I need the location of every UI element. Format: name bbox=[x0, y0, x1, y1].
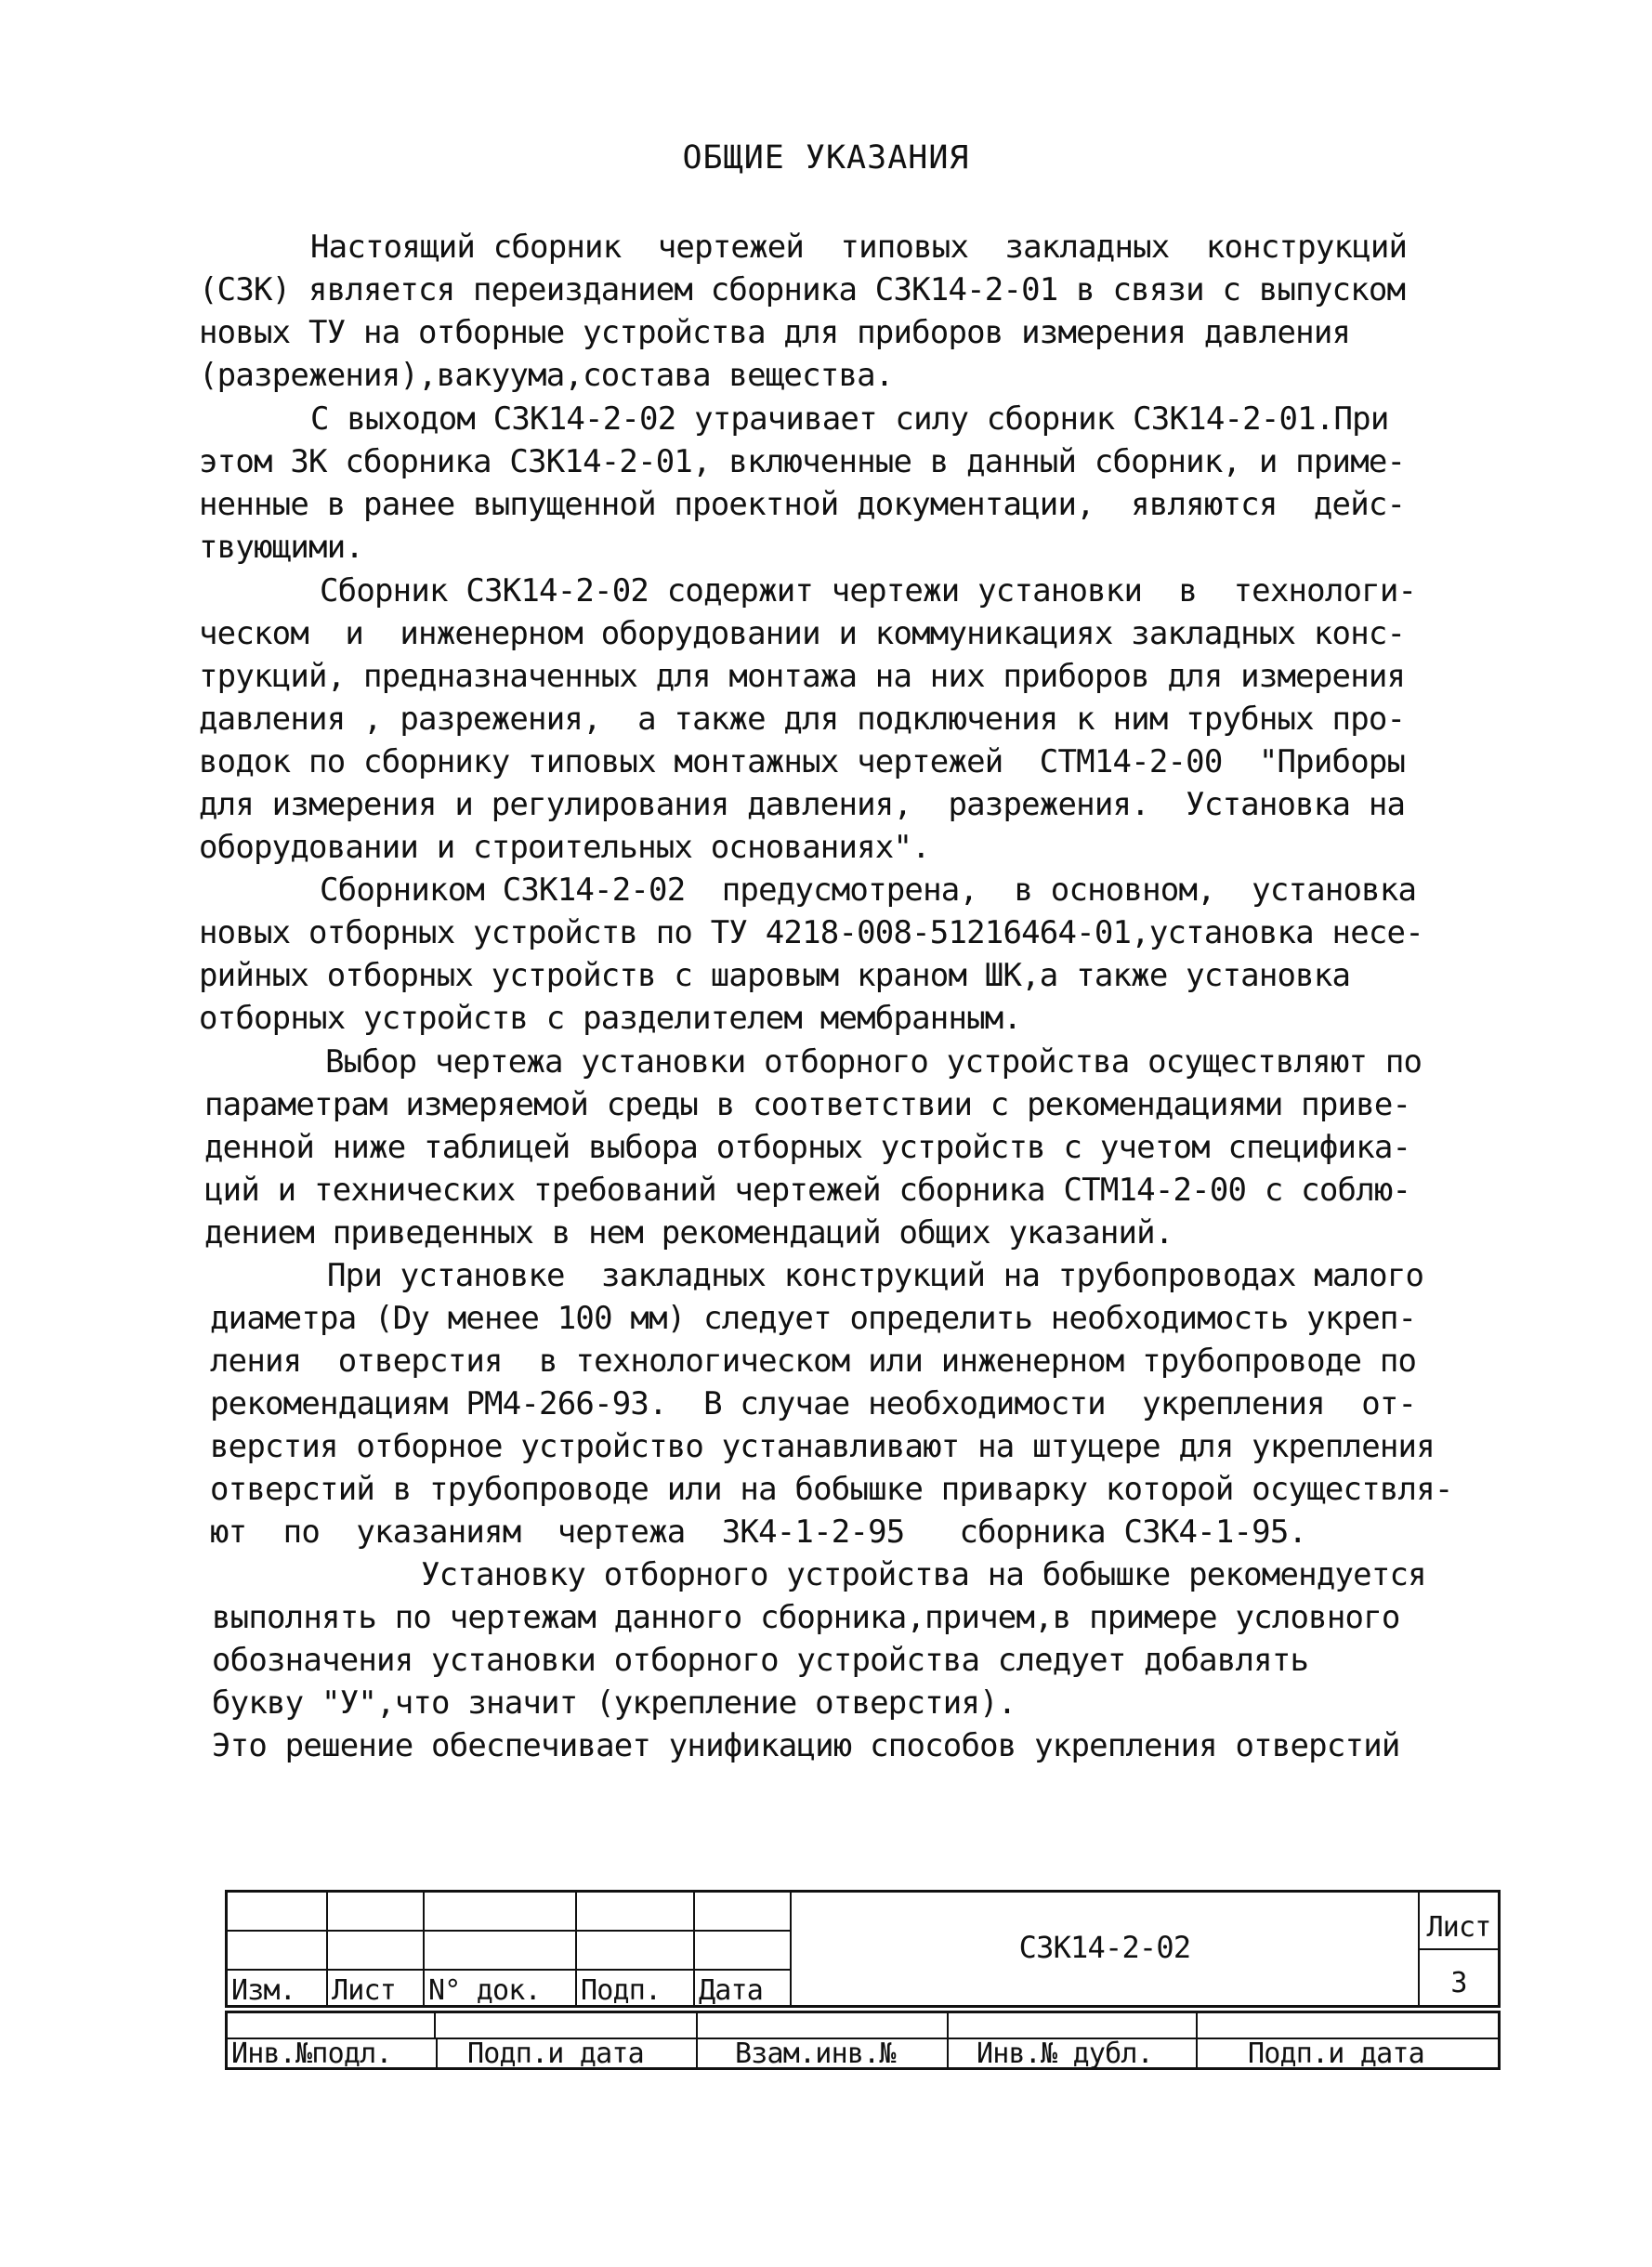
text-line: этом ЗК сборника СЗК14-2-01, включенные в данный сборник, и приме- bbox=[199, 443, 1406, 480]
stamp-divider bbox=[1418, 1950, 1420, 2008]
text-line: отборных устройств с разделителем мембранным. bbox=[199, 1000, 1022, 1037]
text-line: обозначения установки отборного устройства следует добавлять bbox=[212, 1642, 1309, 1679]
stamp-doc-code: СЗК14-2-02 bbox=[1018, 1930, 1191, 1965]
text-line: Сборником СЗК14-2-02 предусмотрена, в основном, установка bbox=[320, 871, 1417, 909]
text-line: При установке закладных конструкций на трубопроводах малого bbox=[327, 1257, 1424, 1294]
text-line: Установку отборного устройства на бобышке рекомендуется bbox=[421, 1556, 1426, 1593]
text-line: давления , разрежения, а также для подключения к ним трубных про- bbox=[199, 701, 1406, 738]
text-line: новых отборных устройств по ТУ 4218-008-51216464-01,установка несе- bbox=[199, 914, 1423, 951]
sig-label-podp-data-2: Подп.и дата bbox=[1248, 2038, 1424, 2070]
text-line: дением приведенных в нем рекомендаций общих указаний. bbox=[204, 1214, 1173, 1251]
text-line: Выбор чертежа установки отборного устройства осуществляют по bbox=[325, 1043, 1423, 1081]
text-line: твующими. bbox=[199, 529, 364, 566]
text-line: ций и технических требований чертежей сборника СТМ14-2-00 с соблю- bbox=[204, 1172, 1411, 1209]
stamp-header-doc-no: N° док. bbox=[428, 1974, 541, 2007]
text-line: выполнять по чертежам данного сборника,причем,в примере условного bbox=[212, 1599, 1400, 1636]
sig-divider bbox=[696, 2039, 698, 2067]
paragraph-4 bbox=[199, 869, 1487, 1040]
stamp-cell bbox=[328, 1932, 425, 1971]
text-line: оборудовании и строительных основаниях". bbox=[199, 829, 930, 866]
page-title: ОБЩИЕ УКАЗАНИЯ bbox=[682, 139, 970, 177]
sig-label-vzam-inv: Взам.инв.№ bbox=[735, 2038, 896, 2070]
text-line: Это решение обеспечивает унификацию способов укрепления отверстий bbox=[212, 1727, 1400, 1764]
text-line: трукций, предназначенных для монтажа на них приборов для измерения bbox=[199, 658, 1406, 695]
text-line: Сборник СЗК14-2-02 содержит чертежи установки в технологи- bbox=[320, 572, 1417, 609]
text-line: ют по указаниям чертежа ЗК4-1-2-95 сборника СЗК4-1-95. bbox=[210, 1514, 1307, 1551]
sig-divider bbox=[436, 2039, 438, 2067]
text-line: (СЗК) является переизданием сборника СЗК14-2-01 в связи с выпуском bbox=[199, 271, 1406, 308]
stamp-header-list: Лист bbox=[332, 1974, 397, 2007]
paragraph-7 bbox=[212, 1553, 1500, 1767]
sig-label-podp-data-1: Подп.и дата bbox=[467, 2038, 644, 2070]
stamp-sheet-label: Лист bbox=[1426, 1911, 1491, 1944]
text-line: денной ниже таблицей выбора отборных устройств с учетом специфика- bbox=[204, 1129, 1411, 1166]
sig-cell bbox=[949, 2013, 1198, 2039]
text-line: новых ТУ на отборные устройства для приборов измерения давления bbox=[199, 314, 1351, 351]
stamp-cell bbox=[228, 1893, 328, 1932]
stamp-header-izm: Изм. bbox=[231, 1974, 296, 2007]
text-line: (разрежения),вакуума,состава вещества. bbox=[199, 357, 894, 394]
stamp-cell bbox=[425, 1932, 577, 1971]
paragraph-5 bbox=[204, 1041, 1492, 1254]
sig-divider bbox=[1196, 2039, 1198, 2067]
text-line: рийных отборных устройств с шаровым краном ШК,а также установка bbox=[199, 957, 1351, 994]
sig-cell bbox=[1198, 2013, 1498, 2039]
text-line: ненные в ранее выпущенной проектной документации, являются дейс- bbox=[199, 486, 1406, 523]
text-line: отверстий в трубопроводе или на бобышке приварку которой осуществля- bbox=[210, 1471, 1453, 1508]
stamp-header-podp: Подп. bbox=[581, 1974, 662, 2007]
text-line: букву "У",что значит (укрепление отверстия). bbox=[212, 1684, 1016, 1722]
text-line: ления отверстия в технологическом или инженерном трубопроводе по bbox=[210, 1343, 1417, 1380]
text-line: рекомендациям РМ4-266-93. В случае необходимости укрепления от- bbox=[210, 1385, 1417, 1422]
text-line: ческом и инженерном оборудовании и коммуникациях закладных конс- bbox=[199, 615, 1406, 652]
stamp-cell bbox=[425, 1893, 577, 1932]
text-line: для измерения и регулирования давления, разрежения. Установка на bbox=[199, 786, 1406, 823]
stamp-cell bbox=[695, 1893, 792, 1932]
paragraph-1 bbox=[199, 226, 1487, 397]
text-line: диаметра (Dy менее 100 мм) следует определить необходимость укреп- bbox=[210, 1300, 1417, 1337]
stamp-cell bbox=[695, 1932, 792, 1971]
paragraph-3 bbox=[199, 570, 1487, 869]
paragraph-2 bbox=[199, 398, 1487, 569]
text-line: водок по сборнику типовых монтажных чертежей СТМ14-2-00 "Приборы bbox=[199, 743, 1406, 780]
sig-label-inv-dubl: Инв.№ дубл. bbox=[977, 2038, 1153, 2070]
text-line: С выходом СЗК14-2-02 утрачивает силу сборник СЗК14-2-01.При bbox=[310, 400, 1389, 438]
stamp-cell bbox=[228, 1932, 328, 1971]
text-line: верстия отборное устройство устанавливают на штуцере для укрепления bbox=[210, 1428, 1435, 1465]
text-line: параметрам измеряемой среды в соответствии с рекомендациями приве- bbox=[204, 1086, 1411, 1123]
stamp-header-date: Дата bbox=[699, 1974, 764, 2007]
signature-row bbox=[225, 2011, 1501, 2070]
sig-divider bbox=[947, 2039, 949, 2067]
stamp-cell bbox=[577, 1932, 695, 1971]
sig-cell bbox=[698, 2013, 949, 2039]
sig-cell bbox=[228, 2013, 436, 2039]
sig-label-inv-podl: Инв.№подл. bbox=[231, 2038, 392, 2070]
sig-cell bbox=[436, 2013, 698, 2039]
title-block bbox=[225, 1890, 1501, 2008]
stamp-cell bbox=[328, 1893, 425, 1932]
stamp-cell bbox=[577, 1893, 695, 1932]
text-line: Настоящий сборник чертежей типовых закладных конструкций bbox=[310, 229, 1408, 266]
paragraph-6 bbox=[210, 1254, 1498, 1553]
stamp-sheet-number: 3 bbox=[1450, 1967, 1467, 1999]
